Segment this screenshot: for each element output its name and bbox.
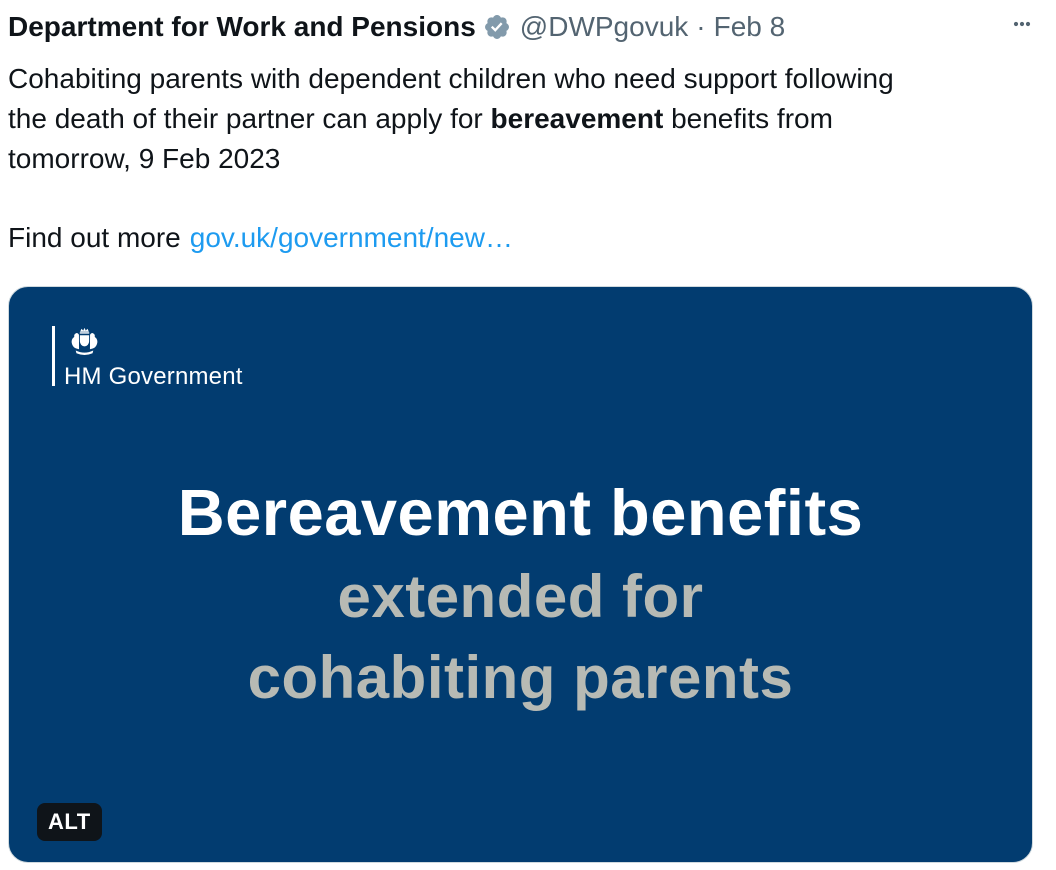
hm-government-label: HM Government — [64, 363, 243, 390]
headline-line-1: Bereavement benefits — [177, 476, 864, 549]
tweet-link[interactable]: gov.uk/government/new… — [189, 222, 513, 253]
verified-badge-icon — [483, 13, 511, 41]
author-name[interactable]: Department for Work and Pensions — [8, 11, 476, 42]
bold-word: bereavement — [490, 103, 664, 134]
more-icon[interactable] — [1006, 10, 1038, 36]
author-handle[interactable]: @DWPgovuk — [519, 11, 689, 42]
alt-badge[interactable]: ALT — [37, 803, 102, 841]
tweet-text-line-2: the death of their partner can apply for bereavement benefits from — [8, 103, 833, 134]
tweet-header — [8, 10, 1040, 44]
cta-text: Find out more — [8, 222, 181, 253]
handle-group — [520, 10, 785, 44]
cta-line — [8, 218, 1040, 258]
tweet-text-line-3: tomorrow, 9 Feb 2023 — [8, 143, 281, 174]
separator-dot: · — [696, 11, 706, 42]
logo-vertical-bar — [52, 326, 55, 386]
tweet-date[interactable]: Feb 8 — [713, 11, 786, 42]
hm-government-logo — [52, 326, 243, 389]
headline-line-2: extended for — [337, 563, 704, 630]
tweet-image-card[interactable] — [8, 286, 1033, 863]
tweet-text — [8, 59, 1040, 179]
tweet-text-line-1: Cohabiting parents with dependent children who need support following — [8, 63, 894, 94]
headline-line-3: cohabiting parents — [247, 644, 794, 711]
royal-coat-of-arms-icon — [64, 326, 243, 363]
card-headline — [9, 470, 1032, 718]
